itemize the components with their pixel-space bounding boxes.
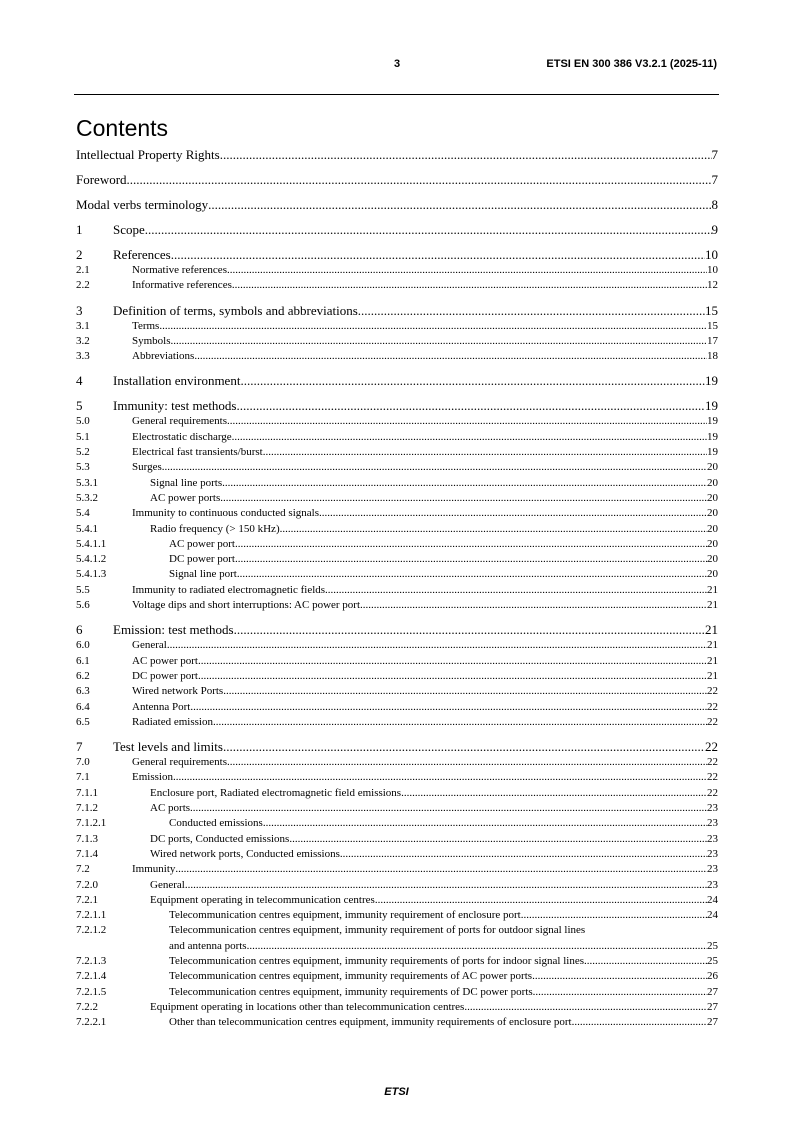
toc-entry-number: 3.3	[76, 350, 90, 363]
toc-entry-title: Telecommunication centres equipment, immunity requirements of ports for indoor signal lines	[169, 954, 584, 967]
toc-leader-dots	[234, 621, 705, 638]
toc-entry[interactable]	[76, 460, 718, 475]
toc-entry-page: 10	[707, 264, 718, 276]
page-number: 3	[393, 58, 401, 70]
toc-entry-number: 5	[76, 398, 83, 414]
toc-entry[interactable]	[76, 598, 718, 613]
toc-leader-dots	[401, 786, 707, 801]
toc-entry[interactable]	[76, 552, 718, 567]
toc-entry-page: 17	[707, 334, 718, 347]
toc-entry-number: 5.4.1.1	[76, 537, 107, 550]
toc-entry-page: 22	[707, 700, 718, 713]
toc-entry[interactable]	[76, 816, 718, 831]
toc-entry-title: Telecommunication centres equipment, immunity requirements of AC power ports	[169, 970, 533, 983]
toc-entry[interactable]	[76, 397, 718, 414]
toc-entry-title: Signal line ports	[150, 476, 223, 489]
toc-entry-number: 7.2.0	[76, 878, 98, 891]
toc-leader-dots	[190, 801, 707, 816]
toc-entry-page: 23	[707, 863, 718, 876]
toc-entry-title: Normative references	[132, 264, 227, 276]
toc-entry-number: 7.2.2.1	[76, 1016, 107, 1029]
toc-entry[interactable]	[76, 445, 718, 460]
toc-entry-number: 2.1	[76, 264, 90, 276]
toc-leader-dots	[208, 196, 711, 213]
header-divider	[74, 94, 719, 95]
toc-entry-title: Definition of terms, symbols and abbreviations	[113, 302, 358, 318]
toc-leader-dots	[247, 939, 707, 954]
toc-entry-number: 7.2.1.2	[76, 924, 107, 937]
toc-entry[interactable]	[76, 567, 718, 582]
toc-entry[interactable]	[76, 908, 718, 923]
toc-entry[interactable]	[76, 334, 718, 349]
toc-entry-number: 7.1.4	[76, 847, 98, 860]
toc-leader-dots	[223, 738, 705, 755]
toc-leader-dots	[464, 1000, 707, 1015]
toc-entry-page: 21	[707, 639, 718, 652]
toc-entry[interactable]	[76, 491, 718, 506]
toc-entry-page: 25	[707, 939, 718, 952]
toc-entry-number: 7.2.1.1	[76, 909, 107, 922]
toc-entry-number: 5.5	[76, 583, 90, 596]
toc-entry-number: 2.2	[76, 279, 90, 292]
toc-entry-page: 19	[707, 430, 718, 443]
toc-leader-dots	[198, 654, 707, 669]
toc-leader-dots	[533, 985, 707, 1000]
toc-entry[interactable]	[76, 954, 718, 969]
toc-entry-number: 5.3.1	[76, 476, 98, 489]
toc-entry-page: 23	[707, 802, 718, 815]
toc-entry-title: General	[132, 639, 167, 652]
toc-entry-page: 7	[711, 172, 718, 187]
toc-entry-title: Modal verbs terminology	[76, 197, 209, 212]
toc-entry[interactable]	[76, 832, 718, 847]
toc-entry-title: General requirements	[132, 415, 227, 428]
toc-entry-page: 21	[705, 622, 718, 638]
toc-leader-dots	[280, 522, 707, 537]
toc-entry-page: 22	[705, 739, 718, 755]
toc-leader-dots	[171, 246, 705, 263]
toc-entry-page: 22	[707, 715, 718, 728]
toc-entry[interactable]	[76, 878, 718, 893]
toc-entry-page: 21	[707, 599, 718, 612]
toc-entry-number: 7.2.2	[76, 1000, 98, 1013]
toc-entry-title: Immunity	[132, 863, 176, 876]
toc-leader-dots	[173, 770, 707, 785]
toc-entry-title: AC ports	[150, 802, 191, 815]
toc-entry-title: Installation environment	[113, 373, 241, 389]
toc-entry-page: 26	[707, 970, 718, 983]
toc-entry-page: 10	[705, 247, 718, 262]
toc-entry-title: Electrical fast transients/burst	[132, 446, 263, 459]
toc-entry-number: 5.1	[76, 430, 90, 443]
toc-entry-page: 15	[705, 302, 718, 318]
toc-entry-title: Emission: test methods	[113, 622, 234, 638]
toc-leader-dots	[232, 430, 707, 445]
toc-entry-title: Telecommunication centres equipment, immunity requirement of ports for outdoor signal lines	[169, 924, 586, 937]
toc-entry-title: Terms	[132, 319, 160, 332]
toc-entry-title: Scope	[113, 222, 145, 237]
toc-entry-title: Enclosure port, Radiated electromagnetic field emissions	[150, 786, 402, 799]
toc-entry-number: 7.1.2.1	[76, 817, 107, 830]
toc-leader-dots	[222, 476, 707, 491]
toc-entry-title: Wired network ports, Conducted emissions	[150, 847, 340, 860]
toc-entry-number: 5.4.1.2	[76, 553, 107, 566]
toc-entry-page: 27	[707, 1000, 718, 1013]
toc-entry-page: 20	[707, 537, 718, 550]
toc-entry[interactable]	[76, 349, 718, 364]
toc-leader-dots	[375, 893, 707, 908]
toc-leader-dots	[220, 146, 712, 163]
toc-entry[interactable]	[76, 583, 718, 598]
toc-entry-title: AC power port	[169, 537, 235, 550]
toc-leader-dots	[532, 969, 707, 984]
toc-entry-title: Telecommunication centres equipment, immunity requirement of enclosure port	[169, 909, 521, 922]
toc-entry-page: 12	[707, 279, 718, 292]
toc-entry-page: 22	[707, 786, 718, 799]
document-id: ETSI EN 300 386 V3.2.1 (2025-11)	[546, 58, 717, 70]
toc-entry-number: 6.2	[76, 669, 90, 682]
toc-entry[interactable]	[76, 621, 718, 638]
toc-entry-number: 7.2.1	[76, 893, 98, 906]
toc-entry-title: Abbreviations	[132, 350, 195, 363]
toc-entry-number: 3.2	[76, 334, 90, 347]
toc-entry-number: 7.1.2	[76, 802, 98, 815]
toc-entry[interactable]	[76, 862, 718, 877]
toc-entry[interactable]	[76, 278, 718, 293]
toc-entry-title: Voltage dips and short interruptions: AC power port	[132, 599, 361, 612]
toc-leader-dots	[223, 684, 707, 699]
toc-entry-page: 20	[707, 568, 718, 581]
toc-entry-title: References	[113, 247, 171, 262]
toc-entry-page: 23	[707, 878, 718, 891]
toc-leader-dots	[235, 552, 707, 567]
toc-entry-page: 18	[707, 350, 718, 363]
toc-entry[interactable]	[76, 893, 718, 908]
toc-entry-number: 5.3	[76, 461, 90, 474]
toc-entry[interactable]	[76, 801, 718, 816]
toc-leader-dots	[340, 847, 707, 862]
toc-entry[interactable]	[76, 669, 718, 684]
toc-entry-title: Immunity to radiated electromagnetic fields	[132, 583, 326, 596]
toc-entry-title: Equipment operating in telecommunication centres	[150, 893, 375, 906]
toc-entry-number: 5.3.2	[76, 491, 98, 504]
toc-entry-title: General	[150, 878, 185, 891]
toc-entry[interactable]	[76, 939, 718, 954]
toc-entry[interactable]	[76, 263, 718, 278]
toc-leader-dots	[190, 700, 707, 715]
toc-entry[interactable]	[76, 738, 718, 755]
toc-entry-number: 7.0	[76, 756, 90, 769]
toc-entry[interactable]	[76, 700, 718, 715]
toc-entry-number: 7.1	[76, 771, 90, 784]
toc-entry-page: 8	[711, 197, 718, 212]
toc-entry[interactable]	[76, 430, 718, 445]
toc-entry[interactable]	[76, 847, 718, 862]
toc-entry-page: 23	[707, 832, 718, 845]
toc-entry-title: Signal line port	[169, 568, 237, 581]
toc-entry-title: Radiated emission	[132, 715, 213, 728]
toc-entry-number: 3	[76, 302, 83, 318]
toc-leader-dots	[237, 567, 707, 582]
toc-entry-number: 6.0	[76, 639, 90, 652]
toc-entry-page: 9	[711, 222, 718, 237]
toc-leader-dots	[235, 537, 707, 552]
toc-entry-page: 22	[707, 771, 718, 784]
toc-entry-page: 24	[707, 909, 718, 922]
toc-leader-dots	[227, 755, 707, 770]
toc-entry-number: 7.2	[76, 863, 90, 876]
toc-entry-title: AC power ports	[150, 491, 221, 504]
toc-entry-page: 19	[707, 415, 718, 428]
toc-entry-number: 6.1	[76, 654, 90, 667]
toc-entry-title: DC ports, Conducted emissions	[150, 832, 290, 845]
toc-entry[interactable]	[76, 755, 718, 770]
toc-entry[interactable]	[76, 506, 718, 521]
toc-entry-page: 21	[707, 669, 718, 682]
toc-entry[interactable]	[76, 319, 718, 334]
toc-entry[interactable]	[76, 1015, 718, 1030]
toc-entry-number: 5.6	[76, 599, 90, 612]
toc-entry-number: 5.4.1.3	[76, 568, 107, 581]
toc-entry[interactable]	[76, 969, 718, 984]
toc-entry[interactable]	[76, 654, 718, 669]
toc-entry[interactable]	[76, 638, 718, 653]
toc-entry[interactable]	[76, 522, 718, 537]
toc-entry[interactable]	[76, 786, 718, 801]
toc-entry-title: Equipment operating in locations other than telecommunication centres	[150, 1000, 465, 1013]
toc-leader-dots	[237, 397, 706, 414]
toc-leader-dots	[358, 302, 705, 319]
toc-entry-number: 7.1.3	[76, 832, 98, 845]
toc-entry-title: Electrostatic discharge	[132, 430, 232, 443]
toc-entry-number: 6.3	[76, 685, 90, 698]
toc-entry-title: Surges	[132, 461, 162, 474]
page-title: Contents	[76, 115, 169, 142]
toc-entry[interactable]	[76, 684, 718, 699]
toc-entry[interactable]	[76, 476, 718, 491]
toc-entry[interactable]	[76, 171, 718, 188]
table-of-contents	[76, 146, 718, 1030]
toc-entry-page: 20	[707, 522, 718, 535]
toc-leader-dots	[145, 221, 712, 238]
toc-entry-title: Informative references	[132, 279, 232, 292]
toc-entry-page: 23	[707, 817, 718, 830]
toc-leader-dots	[289, 832, 707, 847]
toc-entry-number: 6.5	[76, 715, 90, 728]
toc-entry-title: General requirements	[132, 756, 227, 769]
toc-entry-number: 1	[76, 222, 83, 237]
toc-entry[interactable]	[76, 372, 718, 389]
toc-leader-dots	[171, 334, 707, 349]
toc-leader-dots	[584, 954, 707, 969]
toc-leader-dots	[213, 715, 707, 730]
toc-entry-title: Symbols	[132, 334, 171, 347]
toc-entry-title: Telecommunication centres equipment, immunity requirements of DC power ports	[169, 985, 533, 998]
toc-entry-title: AC power port	[132, 654, 198, 667]
toc-entry-page: 19	[705, 373, 718, 389]
toc-entry[interactable]	[76, 414, 718, 429]
toc-entry-page: 27	[707, 985, 718, 998]
toc-leader-dots	[240, 372, 705, 389]
toc-entry[interactable]	[76, 196, 718, 213]
toc-leader-dots	[319, 506, 707, 521]
toc-entry-title: Wired network Ports	[132, 685, 224, 698]
toc-entry-title: DC power port	[169, 553, 235, 566]
toc-entry[interactable]	[76, 985, 718, 1000]
toc-entry-title: Radio frequency (> 150 kHz)	[150, 522, 280, 535]
toc-entry-page: 22	[707, 685, 718, 698]
toc-leader-dots	[227, 263, 707, 278]
toc-entry-page: 7	[711, 147, 718, 162]
toc-leader-dots	[227, 414, 707, 429]
toc-entry-page: 21	[707, 654, 718, 667]
toc-leader-dots	[167, 638, 707, 653]
toc-entry-number: 5.4	[76, 507, 90, 520]
toc-entry-title: Intellectual Property Rights	[76, 147, 220, 162]
toc-entry-title: Immunity: test methods	[113, 398, 237, 414]
toc-leader-dots	[521, 908, 707, 923]
toc-leader-dots	[185, 878, 707, 893]
toc-entry-title: Foreword	[76, 172, 127, 187]
toc-entry-page: 19	[707, 446, 718, 459]
toc-leader-dots	[162, 460, 707, 475]
toc-entry-page: 19	[705, 398, 718, 414]
toc-entry-page: 20	[707, 461, 718, 474]
toc-entry-page: 25	[707, 954, 718, 967]
toc-entry-page: 20	[707, 553, 718, 566]
toc-entry-number: 7.2.1.3	[76, 954, 107, 967]
toc-leader-dots	[232, 278, 707, 293]
toc-leader-dots	[127, 171, 712, 188]
toc-leader-dots	[194, 349, 707, 364]
toc-entry-number: 5.4.1	[76, 522, 98, 535]
toc-entry-number: 7.1.1	[76, 786, 98, 799]
toc-entry-page: 21	[707, 583, 718, 596]
toc-entry-title: Conducted emissions	[169, 817, 263, 830]
toc-entry[interactable]	[76, 221, 718, 238]
toc-entry-number: 2	[76, 247, 83, 262]
toc-leader-dots	[263, 816, 707, 831]
footer-logo-text: ETSI	[384, 1086, 409, 1098]
toc-entry-title: Immunity to continuous conducted signals	[132, 507, 319, 520]
toc-entry[interactable]	[76, 246, 718, 263]
toc-entry[interactable]	[76, 923, 718, 938]
toc-leader-dots	[175, 862, 707, 877]
toc-leader-dots	[572, 1015, 707, 1030]
toc-entry-page: 20	[707, 507, 718, 520]
toc-entry[interactable]	[76, 715, 718, 730]
toc-entry[interactable]	[76, 302, 718, 319]
toc-entry[interactable]	[76, 1000, 718, 1015]
toc-entry-page: 15	[707, 319, 718, 332]
toc-leader-dots	[220, 491, 707, 506]
toc-entry[interactable]	[76, 146, 718, 163]
toc-entry-title: Test levels and limits	[113, 739, 223, 755]
toc-entry[interactable]	[76, 537, 718, 552]
toc-entry-title: Emission	[132, 771, 173, 784]
toc-entry-number: 5.0	[76, 415, 90, 428]
toc-entry-number: 5.2	[76, 446, 90, 459]
toc-entry-title: DC power port	[132, 669, 198, 682]
toc-entry-number: 7.2.1.5	[76, 985, 107, 998]
toc-entry-page: 22	[707, 756, 718, 769]
toc-entry-number: 6.4	[76, 700, 90, 713]
toc-entry-number: 7	[76, 739, 83, 755]
toc-leader-dots	[360, 598, 707, 613]
toc-entry-page: 24	[707, 893, 718, 906]
toc-entry-page: 23	[707, 847, 718, 860]
toc-entry-page: 20	[707, 491, 718, 504]
toc-entry-number: 4	[76, 373, 83, 389]
toc-entry-title: and antenna ports	[169, 939, 247, 952]
toc-entry-title: Other than telecommunication centres equipment, immunity requirements of enclosure port	[169, 1016, 572, 1029]
toc-leader-dots	[325, 583, 707, 598]
toc-leader-dots	[198, 669, 707, 684]
toc-entry-number: 3.1	[76, 319, 90, 332]
toc-entry-page: 27	[707, 1016, 718, 1029]
toc-leader-dots	[263, 445, 707, 460]
toc-entry-title: Antenna Port	[132, 700, 191, 713]
toc-leader-dots	[159, 319, 707, 334]
toc-entry[interactable]	[76, 770, 718, 785]
toc-entry-page: 20	[707, 476, 718, 489]
toc-entry-number: 6	[76, 622, 83, 638]
toc-entry-number: 7.2.1.4	[76, 970, 107, 983]
